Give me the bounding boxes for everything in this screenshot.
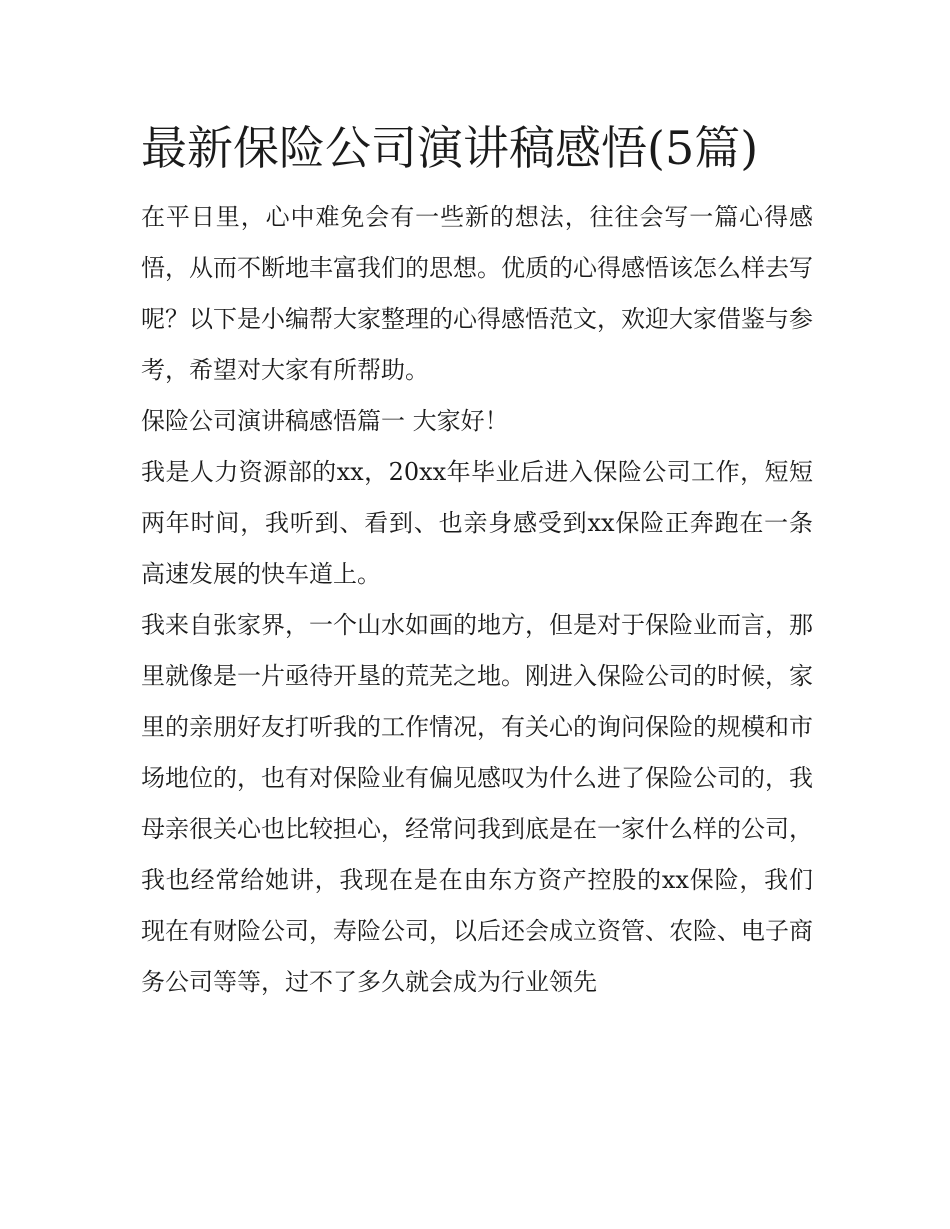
body-paragraph: 我来自张家界，一个山水如画的地方，但是对于保险业而言，那里就像是一片亟待开垦的荒芜之地。刚进入保险公司的时候，家里的亲朋好友打听我的工作情况，有关心的询问保险的规模和市场地位的，也有对保险业有偏见感叹为什么进了保险公司的，我母亲很关心也比较担心，经常问我到底是在一家什么样的公司，我也经常给她讲，我现在是在由东方资产控股的xx保险，我们现在有财险公司，寿险公司，以后还会成立资管、农险、电子商务公司等等，过不了多久就会成为行业领先 [141,611,813,996]
document-body [141,108,813,1008]
document-title: 最新保险公司演讲稿感悟(5篇) [141,121,759,175]
body-paragraph: 我是人力资源部的xx，20xx年毕业后进入保险公司工作，短短两年时间，我听到、看到、也亲身感受到xx保险正奔跑在一条高速发展的快车道上。 [141,458,813,588]
intro-paragraph: 在平日里，心中难免会有一些新的想法，往往会写一篇心得感悟，从而不断地丰富我们的思想。优质的心得感悟该怎么样去写呢？以下是小编帮大家整理的心得感悟范文，欢迎大家借鉴与参考，希望对大家有所帮助。 [141,203,813,384]
section-heading-paragraph: 保险公司演讲稿感悟篇一 大家好！ [141,407,509,435]
